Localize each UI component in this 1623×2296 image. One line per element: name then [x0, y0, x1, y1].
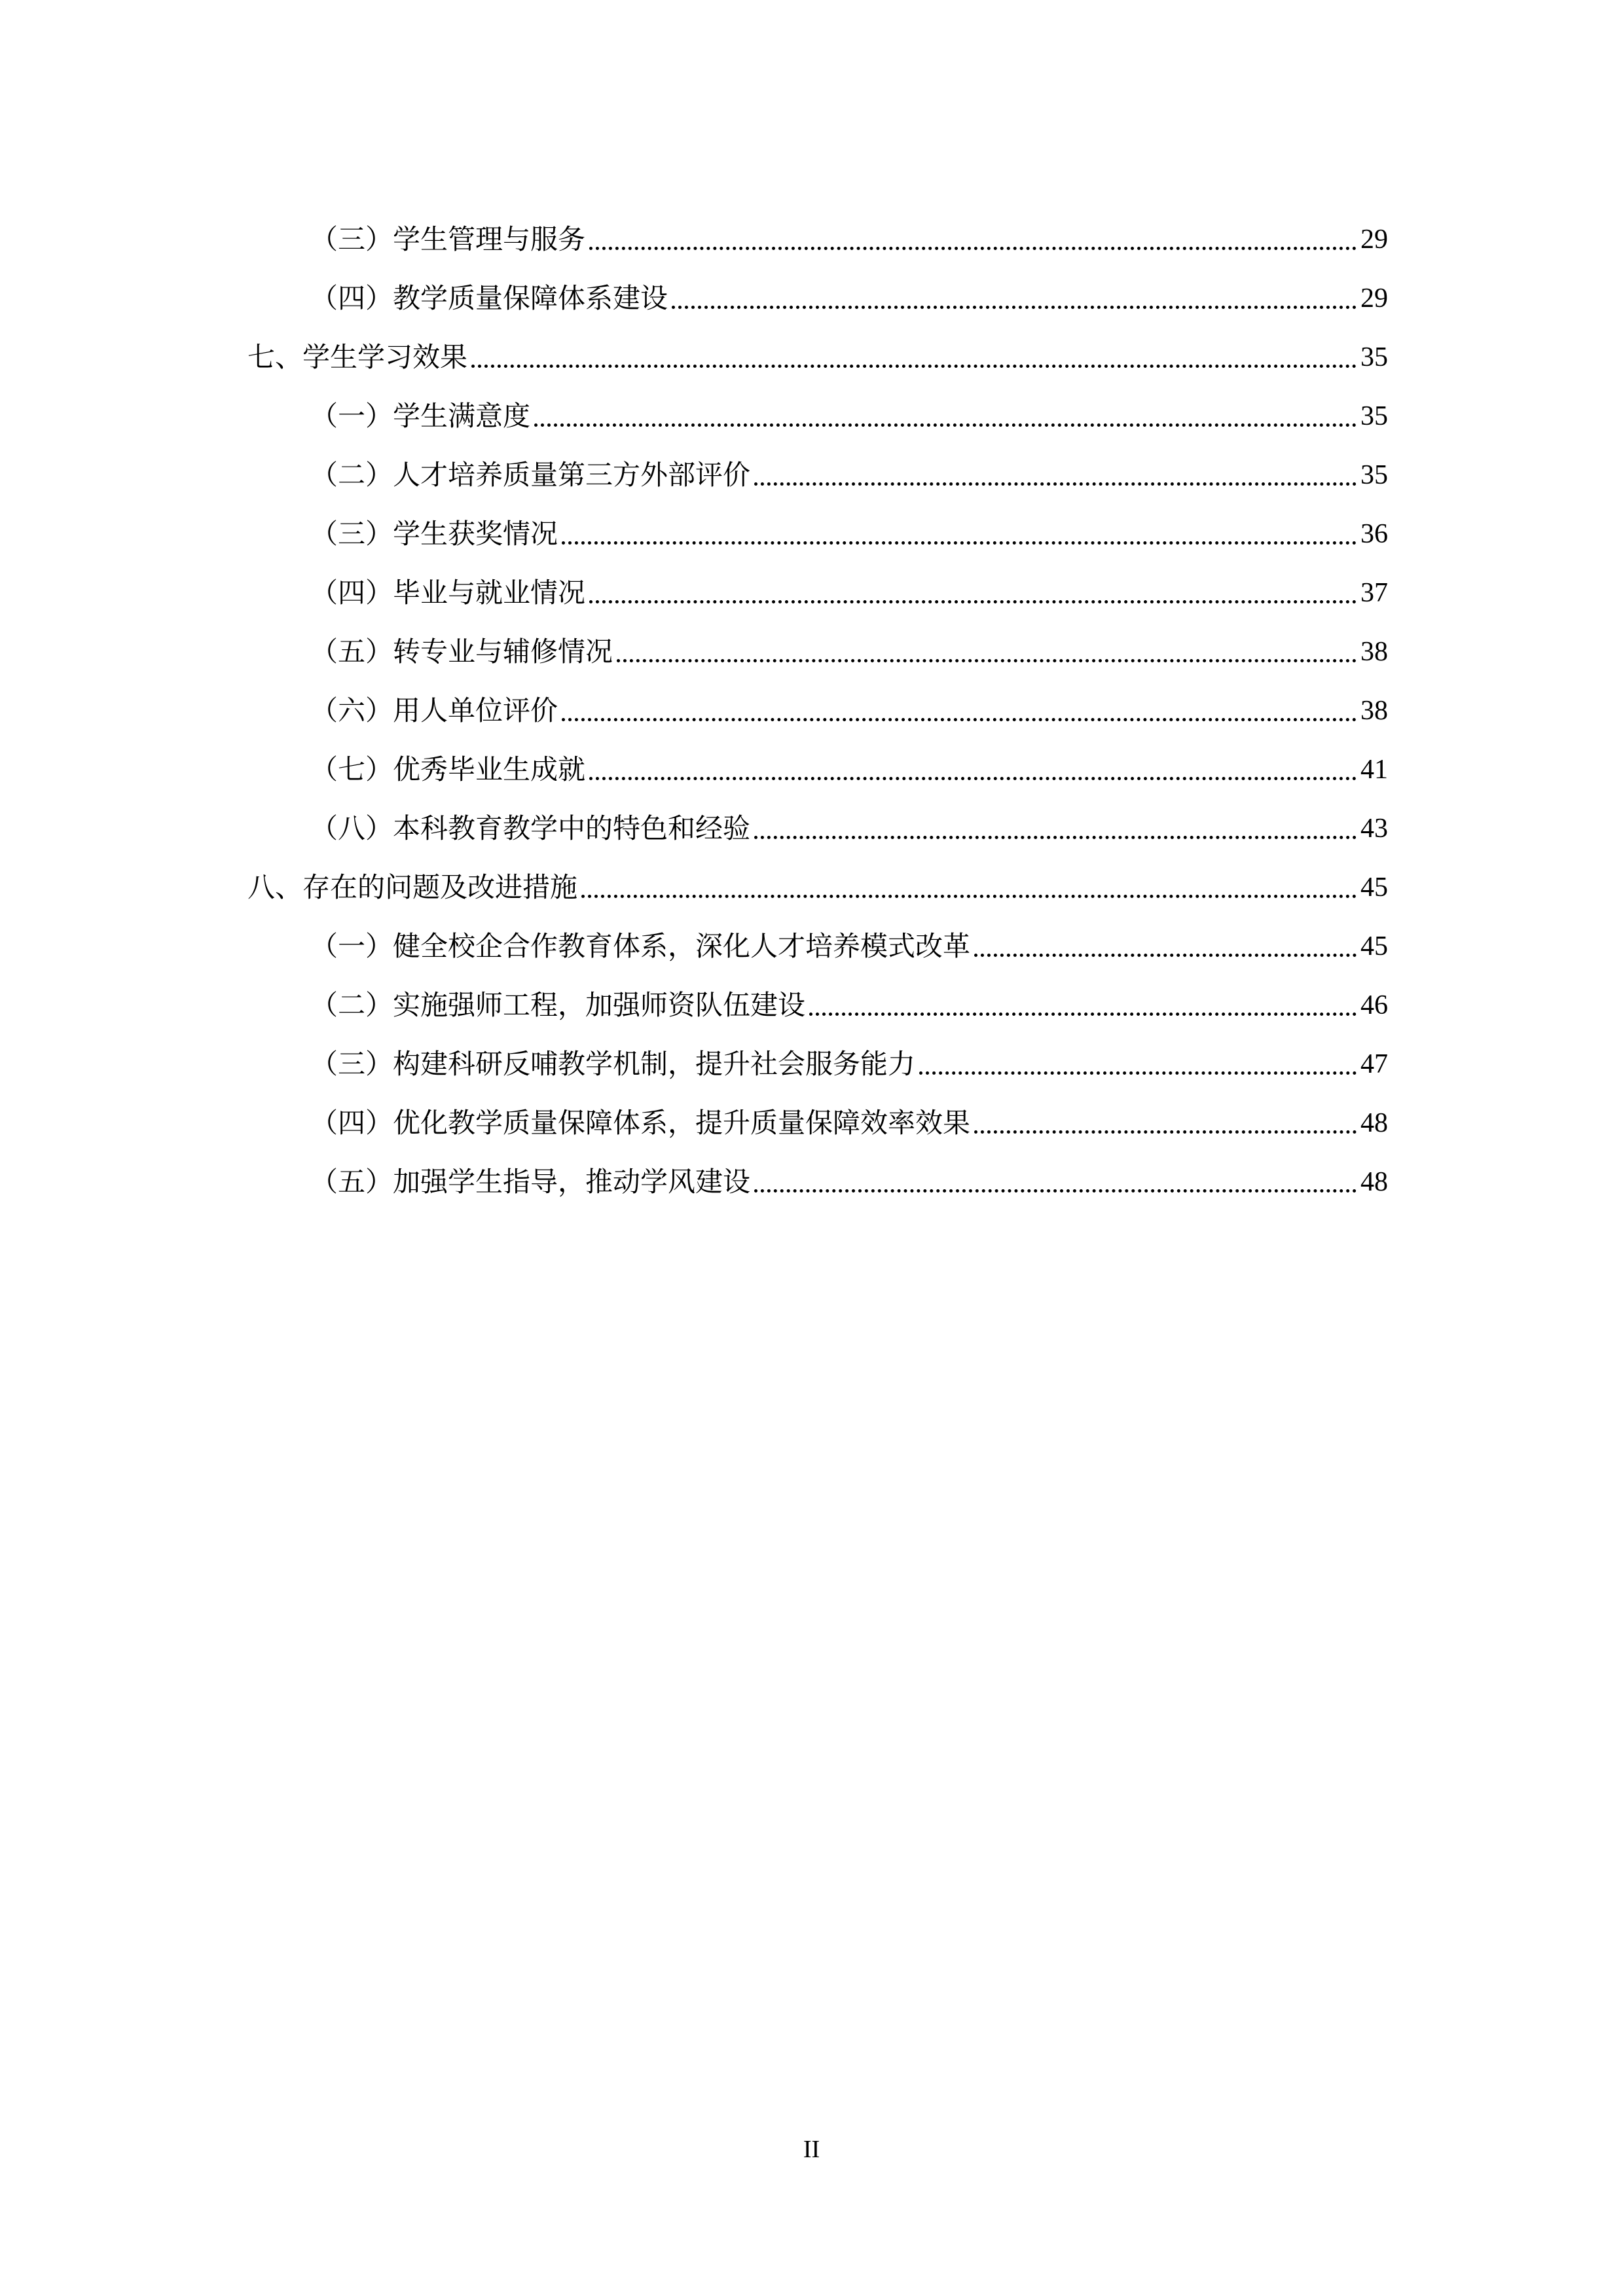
dot-leader [581, 895, 1357, 898]
toc-entry-title: （四）毕业与就业情况 [310, 577, 586, 609]
toc-entry-page: 37 [1360, 578, 1388, 608]
dot-leader [589, 600, 1357, 603]
toc-chapter-entry[interactable] [247, 847, 1388, 906]
toc-entry-page: 46 [1360, 990, 1388, 1020]
toc-entry-page: 48 [1360, 1167, 1388, 1197]
page-number: II [803, 2136, 820, 2163]
dot-leader [562, 718, 1357, 721]
toc-entry-page: 47 [1360, 1049, 1388, 1079]
toc-entry-title: （二）人才培养质量第三方外部评价 [310, 459, 751, 491]
toc-entry[interactable] [247, 376, 1388, 435]
toc-entry-page: 38 [1360, 696, 1388, 726]
toc-entry-title: （八）本科教育教学中的特色和经验 [310, 812, 751, 844]
toc-entry-title: 七、学生学习效果 [247, 341, 468, 373]
dot-leader [617, 659, 1357, 662]
dot-leader [754, 836, 1357, 839]
toc-entry-page: 38 [1360, 637, 1388, 667]
toc-entry-title: 八、存在的问题及改进措施 [247, 871, 578, 903]
toc-entry-page: 35 [1360, 342, 1388, 372]
toc-entry[interactable] [247, 906, 1388, 965]
toc-entry[interactable] [247, 788, 1388, 847]
toc-entry[interactable] [247, 611, 1388, 670]
dot-leader [589, 247, 1357, 250]
toc-entry-title: （一）健全校企合作教育体系，深化人才培养模式改革 [310, 930, 971, 962]
toc-entry-title: （六）用人单位评价 [310, 694, 558, 726]
toc-entry-title: （五）转专业与辅修情况 [310, 636, 613, 668]
toc-entry[interactable] [247, 1024, 1388, 1083]
dot-leader [534, 423, 1357, 427]
dot-leader [809, 1013, 1357, 1016]
toc-entry-page: 35 [1360, 401, 1388, 431]
toc-entry-page: 45 [1360, 872, 1388, 903]
dot-leader [471, 365, 1357, 368]
toc-entry-title: （四）优化教学质量保障体系，提升质量保障效率效果 [310, 1107, 971, 1139]
dot-leader [974, 1130, 1357, 1134]
toc-entry-title: （二）实施强师工程，加强师资队伍建设 [310, 989, 806, 1021]
toc-entry[interactable] [247, 965, 1388, 1024]
toc-entry[interactable] [247, 552, 1388, 611]
table-of-contents [247, 199, 1388, 1200]
toc-entry[interactable] [247, 199, 1388, 258]
toc-entry-page: 36 [1360, 519, 1388, 549]
dot-leader [974, 954, 1357, 957]
toc-entry-page: 29 [1360, 283, 1388, 314]
toc-entry-title: （一）学生满意度 [310, 400, 531, 432]
dot-leader [754, 482, 1357, 486]
toc-entry-title: （三）学生管理与服务 [310, 223, 586, 255]
dot-leader [754, 1189, 1357, 1193]
toc-entry-page: 29 [1360, 224, 1388, 255]
toc-entry-title: （五）加强学生指导，推动学风建设 [310, 1166, 751, 1198]
dot-leader [589, 777, 1357, 780]
toc-entry[interactable] [247, 493, 1388, 552]
toc-entry[interactable] [247, 670, 1388, 729]
toc-entry[interactable] [247, 1141, 1388, 1200]
toc-entry-page: 35 [1360, 460, 1388, 490]
toc-entry-page: 45 [1360, 931, 1388, 961]
toc-chapter-entry[interactable] [247, 317, 1388, 376]
dot-leader [672, 306, 1357, 309]
toc-entry-page: 41 [1360, 755, 1388, 785]
toc-entry-title: （三）学生获奖情况 [310, 518, 558, 550]
dot-leader [562, 541, 1357, 545]
toc-entry-title: （七）优秀毕业生成就 [310, 753, 586, 785]
toc-entry[interactable] [247, 1083, 1388, 1141]
toc-entry-page: 48 [1360, 1108, 1388, 1138]
toc-entry-title: （四）教学质量保障体系建设 [310, 282, 668, 314]
toc-entry-page: 43 [1360, 814, 1388, 844]
toc-entry[interactable] [247, 258, 1388, 317]
toc-entry-title: （三）构建科研反哺教学机制，提升社会服务能力 [310, 1048, 916, 1080]
toc-entry[interactable] [247, 435, 1388, 493]
toc-entry[interactable] [247, 729, 1388, 788]
dot-leader [919, 1071, 1357, 1075]
